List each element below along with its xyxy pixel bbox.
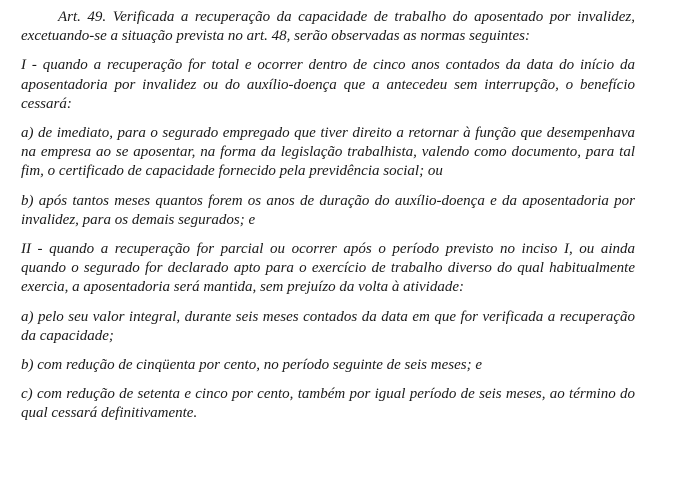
paragraph-text: de imediato, para o segurado empregado que tiver direito a retornar à função que desempenhava na empresa ao se aposentar, na forma da legislação trabalhista, valendo como documento, para tal fim, o certificado de capacidade fornecido pela previdência social; ou	[21, 125, 636, 180]
paragraph-marker: b)	[21, 192, 34, 209]
paragraph-marker: II -	[21, 241, 43, 258]
paragraph-text: após tantos meses quantos forem os anos de duração do auxílio-doença e da aposentadoria por invalidez, para os demais segurados; e	[21, 192, 635, 228]
alinea-i-b-paragraph	[21, 192, 635, 230]
paragraph-text: com redução de setenta e cinco por cento, também por igual período de seis meses, ao término do qual cessará definitivamente.	[21, 386, 635, 422]
alinea-ii-c-paragraph	[21, 385, 635, 423]
article-paragraph	[21, 8, 635, 46]
alinea-i-a-paragraph	[21, 124, 635, 182]
paragraph-marker: c)	[21, 386, 33, 403]
paragraph-marker: b)	[21, 357, 34, 374]
paragraph-text: com redução de cinqüenta por cento, no período seguinte de seis meses; e	[37, 357, 482, 374]
paragraph-text: quando a recuperação for parcial ou ocorrer após o período previsto no inciso I, ou ainda quando o segurado for declarado apto para o exercício de trabalho diverso do qual habitualmente exercia, a aposentadoria será mantida, sem prejuízo da volta à atividade:	[21, 241, 635, 296]
paragraph-marker: I -	[21, 57, 37, 74]
inciso-ii-paragraph	[21, 240, 635, 298]
paragraph-marker: a)	[21, 125, 34, 142]
paragraph-text: pelo seu valor integral, durante seis meses contados da data em que for verificada a recuperação da capacidade;	[21, 308, 635, 344]
alinea-ii-a-paragraph	[21, 308, 635, 346]
inciso-i-paragraph	[21, 56, 635, 114]
alinea-ii-b-paragraph	[21, 356, 635, 375]
article-heading: Art. 49.	[58, 9, 107, 25]
paragraph-marker: a)	[21, 308, 34, 325]
paragraph-text: quando a recuperação for total e ocorrer dentro de cinco anos contados da data do início da aposentadoria por invalidez ou do auxílio-doença que a antecedeu sem interrupção, o benefício cessará:	[21, 57, 635, 112]
article-intro: Verificada a recuperação da capacidade de trabalho do aposentado por invalidez, excetuando-se a situação prevista no art. 48, serão observadas as normas seguintes:	[21, 9, 636, 45]
